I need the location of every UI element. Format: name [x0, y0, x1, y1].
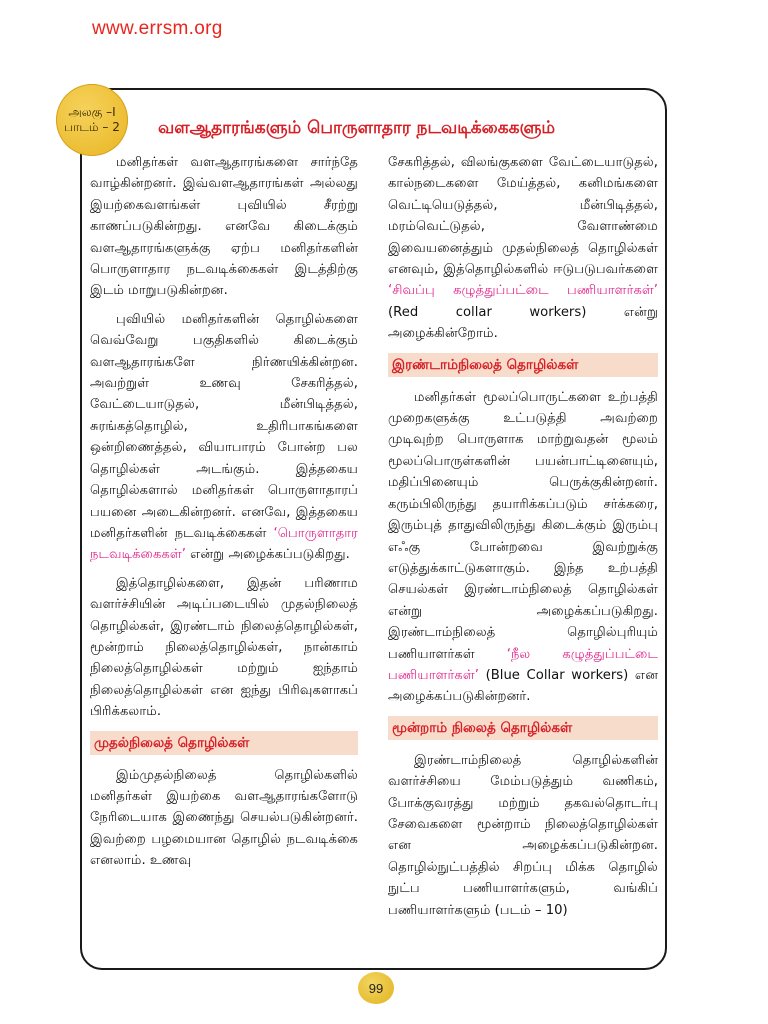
lesson-label: பாடம் – 2 — [64, 120, 120, 134]
section-heading-primary: முதல்நிலைத் தொழில்கள் — [90, 731, 358, 755]
left-column — [90, 152, 358, 879]
section-heading-secondary: இரண்டாம்நிலைத் தொழில்கள் — [388, 353, 658, 377]
text: சேகரித்தல், விலங்குகளை வேட்டையாடுதல், கால்நடைகளை மேய்த்தல், கனிமங்களை வெட்டியெடுத்தல், மீன்பிடித்தல், மரம்வெட்டுதல், வேளாண்மை இவையனைத்தும் முதல்நிலைத் தொழில்கள் எனவும், இத்தொழில்களில் ஈடுபடுபவர்களை — [388, 155, 658, 278]
text: (Red collar workers) என்று அழைக்கின்றோம். — [388, 304, 658, 342]
paragraph — [388, 387, 658, 708]
paragraph — [388, 152, 658, 345]
site-url[interactable]: www.errsm.org — [92, 18, 223, 39]
chapter-title: வளஆதாரங்களும் பொருளாதார நடவடிக்கைகளும் — [158, 118, 556, 138]
right-column — [388, 152, 658, 928]
unit-badge — [56, 84, 128, 156]
unit-label: அலகு –I — [68, 105, 116, 119]
paragraph: மனிதர்கள் வளஆதாரங்களை சார்ந்தே வாழ்கின்றனர். இவ்வளஆதாரங்கள் அல்லது இயற்கைவளங்கள் புவியில் சீரற்று காணப்படுகின்றது. எனவே கிடைக்கும் வளஆதாரங்களுக்கு ஏற்ப மனிதர்களின் பொருளாதார நடவடிக்கைகள் இடத்திற்கு இடம் மாறுபடுகின்றன. — [90, 155, 358, 299]
text: புவியில் மனிதர்களின் தொழில்களை வெவ்வேறு பகுதிகளில் கிடைக்கும் வளஆதாரங்களே நிர்ணயிக்கின்றன. அவற்றுள் உணவு சேகரித்தல், வேட்டையாடுதல், மீன்பிடித்தல், சுரங்கத்தொழில், உதிரிபாகங்களை ஒன்றிணைத்தல், வியாபாரம் போன்ற பல தொழில்கள் அடங்கும். இத்தகைய தொழில்களால் மனிதர்கள் பொருளாதாரப் பயனை அடைகின்றனர். எனவே, இத்தகைய மனிதர்களின் நடவடிக்கைகள் — [90, 311, 358, 541]
highlight-term: ‘பொருளாதார நடவடிக்கைகள்’ — [90, 525, 358, 563]
text: என்று அழைக்கப்படுகிறது. — [185, 547, 350, 563]
page-number: 99 — [358, 972, 394, 1004]
paragraph: இம்முதல்நிலைத் தொழில்களில் மனிதர்கள் இயற்கை வளஆதாரங்களோடு நேரிடையாக இணைந்து செயல்படுகின்றனர். இவற்றை பழமையான தொழில் நடவடிக்கை எனலாம். உணவு — [90, 767, 358, 869]
text: மனிதர்கள் மூலப்பொருட்களை உற்பத்தி முறைகளுக்கு உட்படுத்தி அவற்றை முடிவுற்ற பொருளாக மாற்றுவதன் மூலம் மூலப்பொருள்களின் பயன்பாட்டினையும், மதிப்பினையும் பெருக்குகின்றனர். கரும்பிலிருந்து தயாரிக்கப்படும் சர்க்கரை, இரும்புத் தாதுவிலிருந்து கிடைக்கும் இரும்பு எஃகு போன்றவை இவற்றுக்கு எடுத்துக்காட்டுகளாகும். இந்த உற்பத்தி செயல்கள் இரண்டாம்நிலைத் தொழில்கள் என்று அழைக்கப்படுகிறது. இரண்டாம்நிலைத் தொழில்புரியும் பணியாளர்கள் — [388, 389, 658, 662]
paragraph — [90, 309, 358, 566]
paragraph: இத்தொழில்களை, இதன் பரிணாம வளர்ச்சியின் அடிப்படையில் முதல்நிலைத் தொழில்கள், இரண்டாம் நிலைத்தொழில்கள், மூன்றாம் நிலைத்தொழில்கள், நான்காம் நிலைத்தொழில்கள் மற்றும் ஐந்தாம் நிலைத்தொழில்கள் என ஐந்து பிரிவுகளாகப் பிரிக்கலாம். — [90, 575, 358, 720]
highlight-term: ‘சிவப்பு கழுத்துப்பட்டை பணியாளர்கள்’ — [388, 283, 658, 299]
paragraph: இரண்டாம்நிலைத் தொழில்களின் வளர்ச்சியை மேம்படுத்தும் வணிகம், போக்குவரத்து மற்றும் தகவல்தொடர்பு சேவைகளை மூன்றாம் நிலைத்தொழில்கள் என அழைக்கப்படுகின்றன. தொழில்நுட்பத்தில் சிறப்பு மிக்க தொழில் நுட்ப பணியாளர்களும், வங்கிப் பணியாளர்களும் (படம் – 10) — [388, 752, 658, 918]
highlight-term: ‘நீல கழுத்துப்பட்டை பணியாளர்கள்’ — [388, 646, 658, 683]
text: (Blue Collar workers) என அழைக்கப்படுகின்றனர். — [388, 667, 658, 705]
section-heading-tertiary: மூன்றாம் நிலைத் தொழில்கள் — [388, 716, 658, 740]
